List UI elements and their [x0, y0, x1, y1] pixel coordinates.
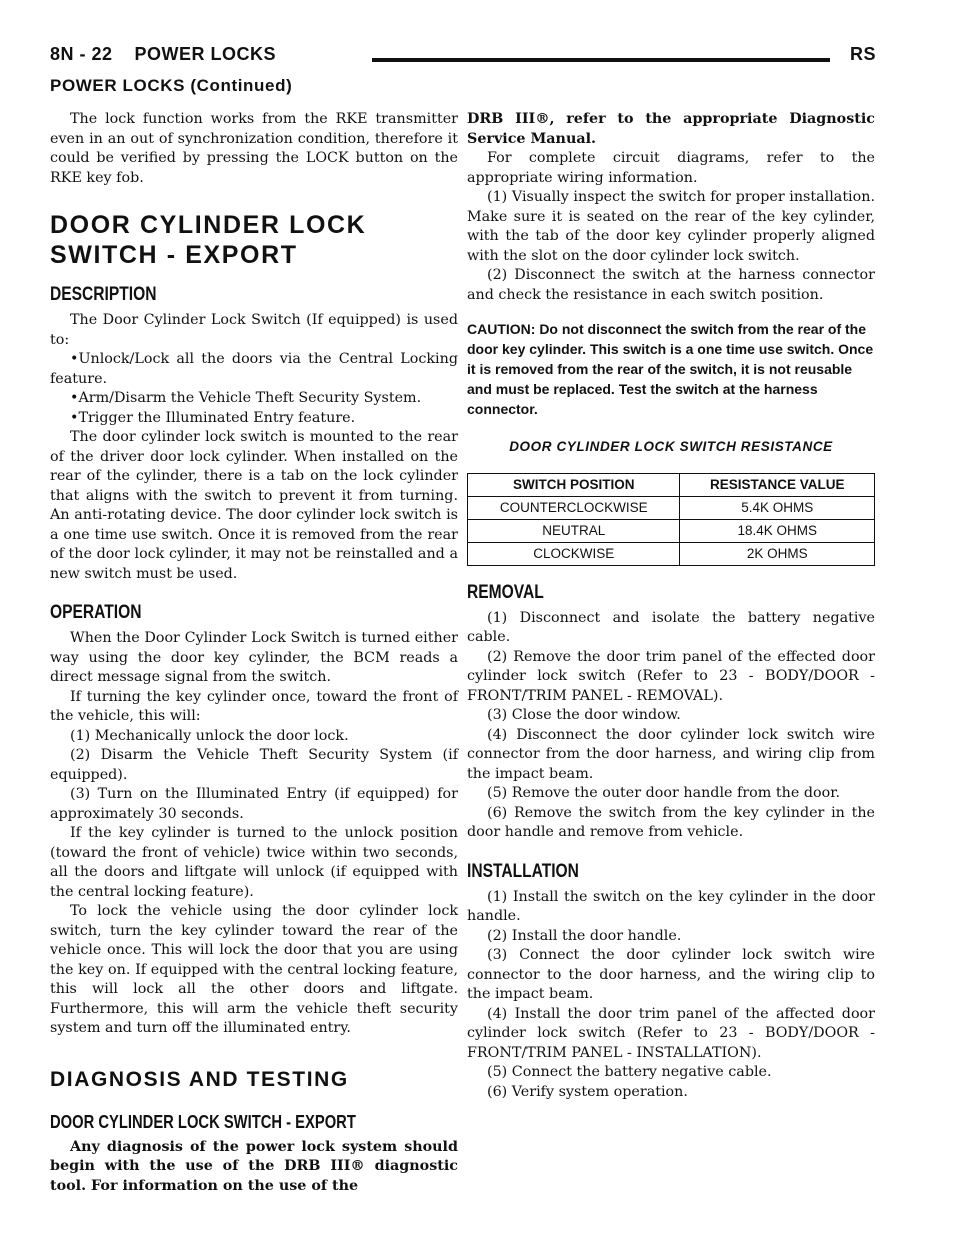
intro-paragraph: The lock function works from the RKE transmitter even in an out of synchronization condition, therefore it could be verified by pressing the LOCK button on the RKE key fob. [50, 111, 458, 186]
table-cell: 18.4K OHMS [680, 519, 875, 542]
removal-step: (4) Disconnect the door cylinder lock switch wire connector from the door harness, and wiring clip from the impact beam. [467, 726, 875, 782]
table-header-row [468, 473, 875, 496]
removal-step: (3) Close the door window. [487, 707, 681, 723]
installation-step: (5) Connect the battery negative cable. [487, 1064, 772, 1080]
diagnosis-title: DIAGNOSIS AND TESTING [50, 1067, 349, 1091]
caution-note: CAUTION: Do not disconnect the switch from the rear of the door key cylinder. This switch is a one time use switch. Once it is removed from the rear of the switch, it is not reusable and must be replaced. Test the switch at the harness connector. [467, 321, 874, 417]
diagnosis-step: For complete circuit diagrams, refer to the appropriate wiring information. [467, 150, 875, 186]
diagnosis-paragraph: Any diagnosis of the power lock system should begin with the use of the DRB III® diagnostic tool. For information on the use of the [50, 1138, 458, 1194]
removal-step: (5) Remove the outer door handle from the door. [487, 785, 841, 801]
operation-paragraph: When the Door Cylinder Lock Switch is turned either way using the door key cylinder, the BCM reads a direct message signal from the switch. [50, 630, 458, 685]
table-row [468, 519, 875, 542]
operation-paragraph: If turning the key cylinder once, toward the front of the vehicle, this will: [50, 688, 458, 724]
description-lead: The Door Cylinder Lock Switch (If equipped) is used to: [50, 312, 458, 348]
diagnosis-subheading: DOOR CYLINDER LOCK SWITCH - EXPORT [50, 1111, 356, 1132]
description-heading: DESCRIPTION [50, 284, 157, 305]
table-cell: NEUTRAL [468, 519, 680, 542]
bullet-item: •Trigger the Illuminated Entry feature. [70, 409, 356, 426]
header-code: RS [849, 44, 876, 64]
section-title: DOOR CYLINDER LOCK SWITCH - EXPORT [50, 211, 367, 269]
diagnosis-step: (2) Disconnect the switch at the harness connector and check the resistance in each switch position. [467, 267, 875, 303]
removal-heading: REMOVAL [467, 581, 544, 603]
operation-heading: OPERATION [50, 602, 142, 623]
removal-step: (2) Remove the door trim panel of the effected door cylinder lock switch (Refer to 23 - BODY/DOOR - FRONT/TRIM PANEL - REMOVAL). [467, 648, 875, 704]
table-cell: CLOCKWISE [468, 542, 680, 565]
description-body: The door cylinder lock switch is mounted to the rear of the driver door lock cylinder. When installed on the rear of the cylinder, there is a tab on the lock cylinder that aligns with the switch to prevent it from turning. An anti-rotating device. The door cylinder lock switch is a one time use switch. Once it is removed from the rear of the door lock cylinder, it may not be reinstalled and a new switch must be used. [50, 429, 458, 582]
bullet-icon: • [70, 390, 79, 406]
table-row [468, 542, 875, 565]
installation-heading: INSTALLATION [467, 860, 579, 882]
operation-step: (1) Mechanically unlock the door lock. [70, 727, 349, 744]
installation-step: (4) Install the door trim panel of the affected door cylinder lock switch (Refer to 23 - BODY/DOOR - FRONT/TRIM PANEL - INSTALLATION). [467, 1005, 875, 1061]
table-header: SWITCH POSITION [468, 473, 680, 496]
removal-step: (1) Disconnect and isolate the battery negative cable. [467, 609, 875, 645]
table-row [468, 496, 875, 519]
bullet-icon: • [70, 409, 79, 426]
bullet-item: •Arm/Disarm the Vehicle Theft Security System. [70, 390, 422, 406]
installation-step: (1) Install the switch on the key cylinder in the door handle. [467, 888, 875, 924]
table-title: DOOR CYLINDER LOCK SWITCH RESISTANCE [509, 439, 833, 454]
resistance-table [467, 473, 875, 566]
installation-step: (3) Connect the door cylinder lock switch wire connector to the door harness, and the wiring clip to the impact beam. [467, 947, 875, 1002]
diagnosis-step: (1) Visually inspect the switch for proper installation. Make sure it is seated on the rear of the key cylinder, with the tab of the door key cylinder properly aligned with the slot on the door cylinder lock switch. [467, 189, 875, 264]
installation-step: (2) Install the door handle. [487, 927, 682, 944]
right-column [467, 110, 875, 1102]
header-rule [372, 58, 830, 62]
table-header: RESISTANCE VALUE [680, 473, 875, 496]
table-cell: 5.4K OHMS [680, 496, 875, 519]
continued-heading: POWER LOCKS (Continued) [50, 76, 293, 95]
bullet-item: •Unlock/Lock all the doors via the Central Locking feature. [50, 351, 458, 387]
removal-step: (6) Remove the switch from the key cylinder in the door handle and remove from vehicle. [467, 804, 875, 840]
installation-step: (6) Verify system operation. [487, 1083, 688, 1100]
operation-paragraph: If the key cylinder is turned to the unlock position (toward the front of vehicle) twice within two seconds, all the doors and liftgate will unlock (if equipped with the central locking feature). [50, 825, 458, 900]
left-column [50, 110, 458, 1196]
operation-paragraph: To lock the vehicle using the door cylinder lock switch, turn the key cylinder toward the rear of the vehicle once. This will lock the door that you are using the key on. If equipped with the central locking feature, this will lock all the other doors and liftgate. Furthermore, this will arm the vehicle theft security system and turn off the illuminated entry. [50, 903, 458, 1036]
operation-step: (2) Disarm the Vehicle Theft Security System (if equipped). [50, 747, 458, 783]
bullet-icon: • [70, 351, 79, 367]
operation-step: (3) Turn on the Illuminated Entry (if equipped) for approximately 30 seconds. [50, 786, 458, 822]
table-cell: COUNTERCLOCKWISE [468, 496, 680, 519]
header-title: 8N - 22 POWER LOCKS [50, 44, 277, 64]
diagnosis-paragraph-cont: DRB III®, refer to the appropriate Diagnostic Service Manual. [467, 111, 875, 147]
table-cell: 2K OHMS [680, 542, 875, 565]
